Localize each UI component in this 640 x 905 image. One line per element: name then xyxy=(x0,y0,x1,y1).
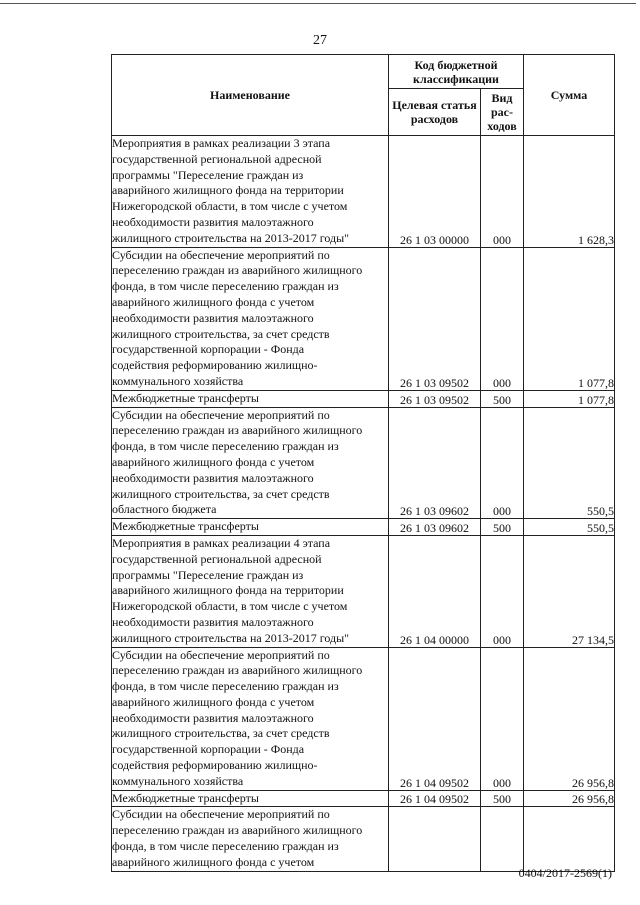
row-sum: 550,5 xyxy=(524,407,615,519)
table-row xyxy=(112,647,615,790)
row-name: Межбюджетные трансферты xyxy=(112,519,389,536)
top-rule xyxy=(0,3,636,4)
document-code: 0404/2017-2569(1) xyxy=(518,866,612,880)
row-target-code: 26 1 03 09602 xyxy=(389,519,481,536)
row-sum: 1 077,8 xyxy=(524,390,615,407)
header-row-top xyxy=(112,55,615,89)
table-row xyxy=(112,519,615,536)
row-target-code: 26 1 03 09502 xyxy=(389,247,481,390)
table-row xyxy=(112,535,615,647)
header-kind: Вид рас-ходов xyxy=(481,89,524,136)
header-code-group: Код бюджетной классификации xyxy=(389,55,524,89)
row-name: Субсидии на обеспечение мероприятий по переселению граждан из аварийного жилищного фонда, в том числе переселению граждан из аварийного жилищного фонда с учетом xyxy=(112,807,389,871)
row-expense-kind: 500 xyxy=(481,519,524,536)
row-name: Субсидии на обеспечение мероприятий по переселению граждан из аварийного жилищного фонда, в том числе переселению граждан из аварийного жилищного фонда с учетом необходимости развития малоэтажного жилищного строительства, за счет средств государственной корпорации - Фонда содействия реформированию жилищно- коммунального хозяйства xyxy=(112,247,389,390)
row-expense-kind: 000 xyxy=(481,136,524,248)
header-name: Наименование xyxy=(112,55,389,136)
row-expense-kind: 500 xyxy=(481,390,524,407)
row-name: Мероприятия в рамках реализации 4 этапа государственной региональной адресной программы "Переселение граждан из аварийного жилищного фонда на территории Нижегородской области, в том числе с учетом необходимости развития малоэтажного жилищного строительства на 2013-2017 годы" xyxy=(112,535,389,647)
row-sum: 1 077,8 xyxy=(524,247,615,390)
budget-table xyxy=(111,54,615,872)
row-name: Межбюджетные трансферты xyxy=(112,390,389,407)
table-row xyxy=(112,390,615,407)
row-target-code: 26 1 04 00000 xyxy=(389,535,481,647)
row-sum: 26 956,8 xyxy=(524,647,615,790)
table-row xyxy=(112,407,615,519)
row-name: Межбюджетные трансферты xyxy=(112,790,389,807)
row-sum: 27 134,5 xyxy=(524,535,615,647)
table-row xyxy=(112,807,615,871)
row-sum: 26 956,8 xyxy=(524,790,615,807)
row-expense-kind xyxy=(481,807,524,871)
row-sum: 1 628,3 xyxy=(524,136,615,248)
row-target-code: 26 1 04 09502 xyxy=(389,790,481,807)
row-sum: 550,5 xyxy=(524,519,615,536)
row-expense-kind: 000 xyxy=(481,247,524,390)
row-target-code: 26 1 03 00000 xyxy=(389,136,481,248)
row-expense-kind: 000 xyxy=(481,407,524,519)
row-target-code: 26 1 03 09502 xyxy=(389,390,481,407)
row-name: Субсидии на обеспечение мероприятий по переселению граждан из аварийного жилищного фонда, в том числе переселению граждан из аварийного жилищного фонда с учетом необходимости развития малоэтажного жилищного строительства, за счет средств областного бюджета xyxy=(112,407,389,519)
table-row xyxy=(112,136,615,248)
row-target-code: 26 1 03 09602 xyxy=(389,407,481,519)
header-sum: Сумма xyxy=(524,55,615,136)
row-name: Субсидии на обеспечение мероприятий по переселению граждан из аварийного жилищного фонда, в том числе переселению граждан из аварийного жилищного фонда с учетом необходимости развития малоэтажного жилищного строительства, за счет средств государственной корпорации - Фонда содействия реформированию жилищно- коммунального хозяйства xyxy=(112,647,389,790)
row-expense-kind: 000 xyxy=(481,647,524,790)
row-name: Мероприятия в рамках реализации 3 этапа государственной региональной адресной программы "Переселение граждан из аварийного жилищного фонда на территории Нижегородской области, в том числе с учетом необходимости развития малоэтажного жилищного строительства на 2013-2017 годы" xyxy=(112,136,389,248)
row-expense-kind: 000 xyxy=(481,535,524,647)
table-row xyxy=(112,247,615,390)
header-target: Целевая статья расходов xyxy=(389,89,481,136)
table-row xyxy=(112,790,615,807)
row-target-code xyxy=(389,807,481,871)
page-number: 27 xyxy=(313,33,327,48)
row-expense-kind: 500 xyxy=(481,790,524,807)
row-target-code: 26 1 04 09502 xyxy=(389,647,481,790)
row-sum xyxy=(524,807,615,871)
